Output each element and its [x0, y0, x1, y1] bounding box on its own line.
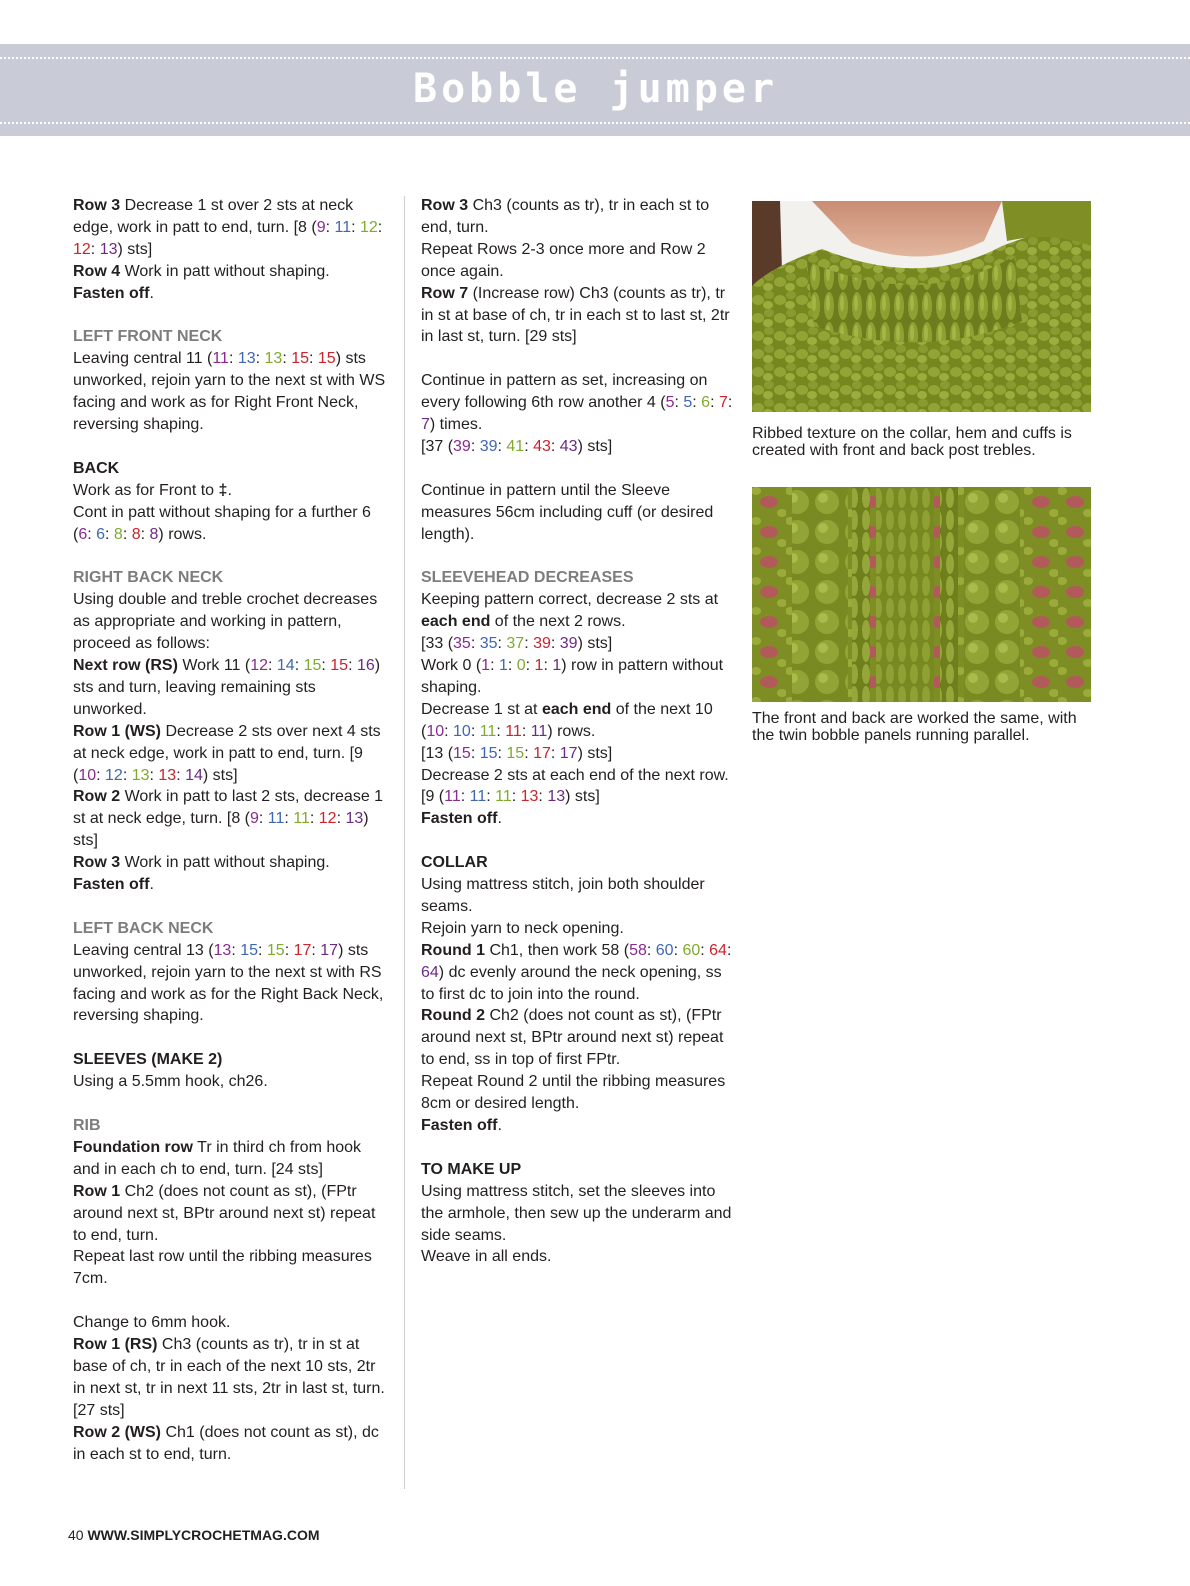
collar-photo	[752, 201, 1091, 412]
instruction-row: Work as for Front to ‡.	[73, 481, 232, 499]
page-title: Bobble jumper	[413, 66, 779, 112]
instruction-row: Row 2 Work in patt to last 2 sts, decrease 1 st at neck edge, turn. [8 (9: 11: 11: 12: 13) sts]	[73, 788, 384, 850]
instruction-row: Row 3 Ch3 (counts as tr), tr in each st to end, turn.	[421, 197, 710, 236]
instruction-row: Repeat Rows 2-3 once more and Row 2 once again.	[421, 240, 706, 280]
instruction-row: Row 3 Work in patt without shaping.	[73, 854, 330, 872]
instruction-row: Round 1 Ch1, then work 58 (58: 60: 60: 64: 64) dc evenly around the neck opening, ss to first dc to join into the round.	[421, 941, 732, 1003]
instruction-row: Cont in patt without shaping for a further 6 (6: 6: 8: 8: 8) rows.	[73, 503, 371, 543]
section-heading-collar: COLLAR	[421, 854, 488, 872]
bobble-panel-photo	[752, 487, 1091, 702]
instruction-row: Rejoin yarn to neck opening.	[421, 919, 624, 937]
instruction-row: Fasten off.	[73, 876, 154, 894]
banner-dotted-line	[0, 122, 1190, 124]
pattern-column-2	[421, 195, 739, 1268]
instruction-row: Foundation row Tr in third ch from hook and in each ch to end, turn. [24 sts]	[73, 1138, 362, 1178]
instruction-row: [33 (35: 35: 37: 39: 39) sts]	[421, 635, 613, 653]
instruction-row: Fasten off.	[73, 284, 154, 302]
instruction-row: Decrease 1 st at each end of the next 10 (10: 10: 11: 11: 11) rows.	[421, 700, 713, 740]
instruction-row: Work 0 (1: 1: 0: 1: 1) row in pattern without shaping.	[421, 656, 724, 696]
page-footer	[68, 1527, 320, 1543]
instruction-row: Decrease 2 sts at each end of the next row. [9 (11: 11: 11: 13: 13) sts]	[421, 766, 729, 806]
section-heading-rib: RIB	[73, 1116, 101, 1134]
instruction-row: Row 2 (WS) Ch1 (does not count as st), dc in each st to end, turn.	[73, 1423, 379, 1463]
instruction-row: Leaving central 13 (13: 15: 15: 17: 17) sts unworked, rejoin yarn to the next st with RS facing and work as for the Right Back Neck, reversing shaping.	[73, 941, 384, 1025]
instruction-row: Change to 6mm hook.	[73, 1314, 231, 1332]
instruction-row: Row 1 (RS) Ch3 (counts as tr), tr in st at base of ch, tr in each of the next 10 sts, 2tr in next st, tr in next 11 sts, 2tr in last st, turn. [27 sts]	[73, 1336, 385, 1419]
instruction-row: Keeping pattern correct, decrease 2 sts at each end of the next 2 rows.	[421, 591, 719, 631]
instruction-row: Row 1 (WS) Decrease 2 sts over next 4 sts at neck edge, work in patt to end, turn. [9 (10: 12: 13: 13: 14) sts]	[73, 722, 381, 784]
instruction-row: Using double and treble crochet decreases as appropriate and working in pattern, proceed as follows:	[73, 591, 378, 653]
instruction-row: [37 (39: 39: 41: 43: 43) sts]	[421, 437, 613, 455]
section-heading-left-back-neck: LEFT BACK NECK	[73, 919, 214, 937]
instruction-row: Row 3 Decrease 1 st over 2 sts at neck edge, work in patt to end, turn. [8 (9: 11: 12: 12: 13) sts]	[73, 197, 383, 258]
page-number: 40	[68, 1527, 84, 1543]
instruction-row: Weave in all ends.	[421, 1248, 552, 1266]
section-heading-back: BACK	[73, 459, 120, 477]
instruction-row: [13 (15: 15: 15: 17: 17) sts]	[421, 744, 613, 762]
instruction-row: Row 7 (Increase row) Ch3 (counts as tr), tr in st at base of ch, tr in each st to last st, 2tr in last st, turn. [29 sts]	[421, 284, 730, 346]
instruction-row: Using mattress stitch, set the sleeves into the armhole, then sew up the underarm and side seams.	[421, 1182, 732, 1244]
instruction-row: Continue in pattern until the Sleeve measures 56cm including cuff (or desired length).	[421, 481, 714, 543]
pattern-column-1	[73, 195, 391, 1465]
instruction-row: Row 1 Ch2 (does not count as st), (FPtr around next st, BPtr around next st) repeat to end, turn.	[73, 1182, 376, 1244]
instruction-row: Row 4 Work in patt without shaping.	[73, 262, 330, 280]
section-heading-sleeves: SLEEVES (MAKE 2)	[73, 1051, 223, 1069]
photo-caption: The front and back are worked the same, with the twin bobble panels running parallel.	[752, 710, 1077, 744]
instruction-row: Leaving central 11 (11: 13: 13: 15: 15) sts unworked, rejoin yarn to the next st with WS facing and work as for Right Front Neck, reversing shaping.	[73, 350, 386, 434]
section-heading-right-back-neck: RIGHT BACK NECK	[73, 569, 224, 587]
instruction-row: Fasten off.	[421, 1117, 502, 1134]
instruction-row: Continue in pattern as set, increasing on every following 6th row another 4 (5: 5: 6: 7: 7) times.	[421, 372, 733, 434]
photo-caption: Ribbed texture on the collar, hem and cuffs is created with front and back post trebles.	[752, 425, 1072, 459]
instruction-row: Using mattress stitch, join both shoulder seams.	[421, 876, 705, 915]
banner-dotted-line	[0, 57, 1190, 59]
instruction-row: Repeat last row until the ribbing measures 7cm.	[73, 1248, 372, 1288]
instruction-row: Using a 5.5mm hook, ch26.	[73, 1073, 268, 1091]
instruction-row: Round 2 Ch2 (does not count as st), (FPtr around next st, BPtr around next st) repeat to end, ss in top of first FPtr.	[421, 1007, 724, 1069]
website-url: WWW.SIMPLYCROCHETMAG.COM	[87, 1527, 320, 1543]
title-banner	[0, 44, 1190, 136]
section-heading-left-front-neck: LEFT FRONT NECK	[73, 328, 223, 346]
section-heading-to-make-up: TO MAKE UP	[421, 1160, 522, 1178]
section-heading-sleevehead-decreases: SLEEVEHEAD DECREASES	[421, 569, 634, 587]
instruction-row: Repeat Round 2 until the ribbing measures 8cm or desired length.	[421, 1073, 726, 1113]
instruction-row: Next row (RS) Work 11 (12: 14: 15: 15: 16) sts and turn, leaving remaining sts unworked.	[73, 656, 381, 718]
column-divider	[404, 196, 405, 1489]
instruction-row: Fasten off.	[421, 810, 502, 828]
